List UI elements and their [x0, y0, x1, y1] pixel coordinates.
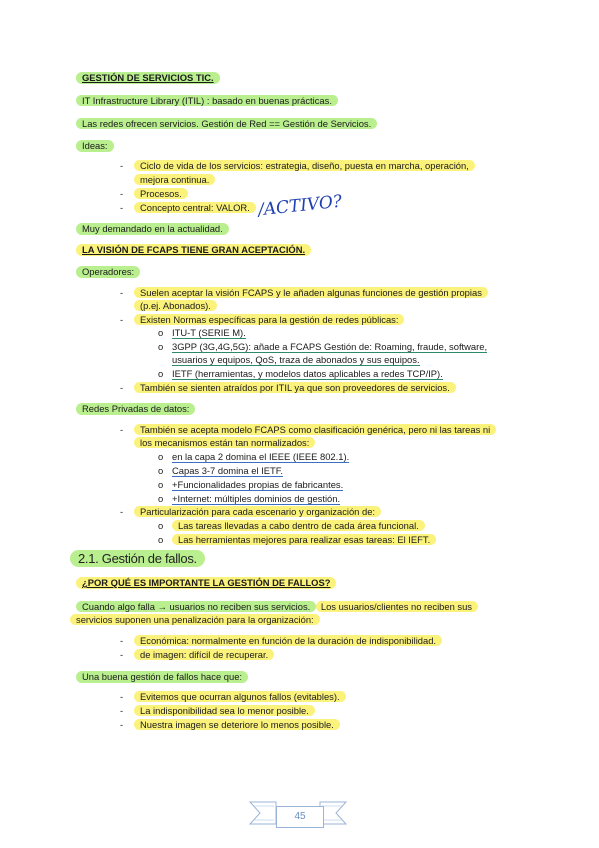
buena-item-1: Evitemos que ocurran algunos fallos (evitables).	[134, 691, 346, 703]
idea-3: Concepto central: VALOR.	[134, 202, 256, 214]
itil-text: IT Infrastructure Library (ITIL) : basado en buenas prácticas.	[76, 95, 338, 106]
operadores-item1-cont: (p.ej. Abonados).	[134, 300, 217, 312]
handwritten-annotation: /ACTIVO?	[257, 191, 343, 221]
operadores-item3: También se sienten atraídos por ITIL ya que son proveedores de servicios.	[134, 382, 456, 394]
demandado-line: Muy demandado en la actualidad.	[76, 223, 229, 235]
bullet-dash: -	[120, 506, 124, 517]
falla-item-2: de imagen: difícil de recuperar.	[134, 649, 274, 661]
bullet-circle: o	[158, 368, 164, 379]
buena-item-3: Nuestra imagen se deteriore lo menos posible.	[134, 719, 340, 731]
operadores-sub2-cont: usuarios y equipos, QoS, traza de abonados y sus equipos.	[172, 354, 420, 365]
bullet-dash: -	[120, 719, 124, 730]
bullet-dash: -	[120, 705, 124, 716]
ideas-label: Ideas:	[76, 140, 114, 152]
bullet-dash: -	[120, 691, 124, 702]
bullet-circle: o	[158, 341, 164, 352]
bullet-dash: -	[120, 160, 124, 171]
privadas-sub3: +Funcionalidades propias de fabricantes.	[172, 479, 344, 490]
buena-label: Una buena gestión de fallos hace que:	[76, 671, 248, 683]
bullet-circle: o	[158, 534, 164, 545]
idea-1-cont: mejora continua.	[134, 174, 215, 186]
privadas-sub1: en la capa 2 domina el IEEE (IEEE 802.1).	[172, 451, 350, 462]
buena-item-2: La indisponibilidad sea lo menor posible.	[134, 705, 315, 717]
fcaps-title: LA VISIÓN DE FCAPS TIENE GRAN ACEPTACIÓN.	[76, 244, 311, 256]
privadas-sub6: Las herramientas mejores para realizar esas tareas: El IEFT.	[172, 534, 436, 546]
privadas-item2: Particularización para cada escenario y organización de:	[134, 506, 381, 518]
page-number: 45	[276, 806, 324, 828]
bullet-dash: -	[120, 649, 124, 660]
redes-text: Las redes ofrecen servicios. Gestión de Red == Gestión de Servicios.	[76, 118, 377, 129]
operadores-item2: Existen Normas específicas para la gestión de redes públicas:	[134, 314, 404, 326]
heading-gestion-servicios: GESTIÓN DE SERVICIOS TIC.	[76, 72, 220, 84]
operadores-label: Operadores:	[76, 266, 140, 278]
idea-2: Procesos.	[134, 188, 188, 200]
itil-line	[76, 95, 338, 107]
falla-line-cont: servicios suponen una penalización para la organización:	[70, 614, 320, 626]
bullet-dash: -	[120, 188, 124, 199]
privadas-item1: También se acepta modelo FCAPS como clasificación genérica, pero ni las tareas ni	[134, 424, 496, 436]
bullet-circle: o	[158, 493, 164, 504]
falla-line	[76, 601, 478, 613]
bullet-circle: o	[158, 327, 164, 338]
falla-text-2: Los usuarios/clientes no reciben sus	[316, 601, 478, 612]
privadas-sub5: Las tareas llevadas a cabo dentro de cada área funcional.	[172, 520, 425, 532]
privadas-sub4: +Internet: múltiples dominios de gestión.	[172, 493, 341, 504]
bullet-circle: o	[158, 465, 164, 476]
operadores-sub1: ITU-T (SERIE M).	[172, 327, 246, 338]
privadas-item1-cont: los mecanismos están tan normalizados:	[134, 437, 315, 449]
section-title: 2.1. Gestión de fallos.	[70, 550, 205, 567]
bullet-circle: o	[158, 479, 164, 490]
bullet-dash: -	[120, 424, 124, 435]
operadores-sub2: 3GPP (3G,4G,5G): añade a FCAPS Gestión de: Roaming, fraude, software,	[172, 341, 488, 352]
bullet-dash: -	[120, 287, 124, 298]
bullet-dash: -	[120, 382, 124, 393]
por-que-heading: ¿POR QUÉ ES IMPORTANTE LA GESTIÓN DE FALLOS?	[76, 577, 336, 589]
idea-1: Ciclo de vida de los servicios: estrategia, diseño, puesta en marcha, operación,	[134, 160, 475, 172]
redes-line	[76, 118, 377, 130]
privadas-label: Redes Privadas de datos:	[76, 403, 195, 415]
bullet-circle: o	[158, 451, 164, 462]
bullet-circle: o	[158, 520, 164, 531]
operadores-sub3: IETF (herramientas, y modelos datos aplicables a redes TCP/IP).	[172, 368, 443, 379]
falla-item-1: Económica: normalmente en función de la duración de indisponibilidad.	[134, 635, 442, 647]
privadas-sub2: Capas 3-7 domina el IETF.	[172, 465, 283, 476]
bullet-dash: -	[120, 314, 124, 325]
falla-text-1: Cuando algo falla → usuarios no reciben sus servicios.	[76, 601, 316, 612]
bullet-dash: -	[120, 635, 124, 646]
bullet-dash: -	[120, 202, 124, 213]
operadores-item1: Suelen aceptar la visión FCAPS y le añaden algunas funciones de gestión propias	[134, 287, 488, 299]
